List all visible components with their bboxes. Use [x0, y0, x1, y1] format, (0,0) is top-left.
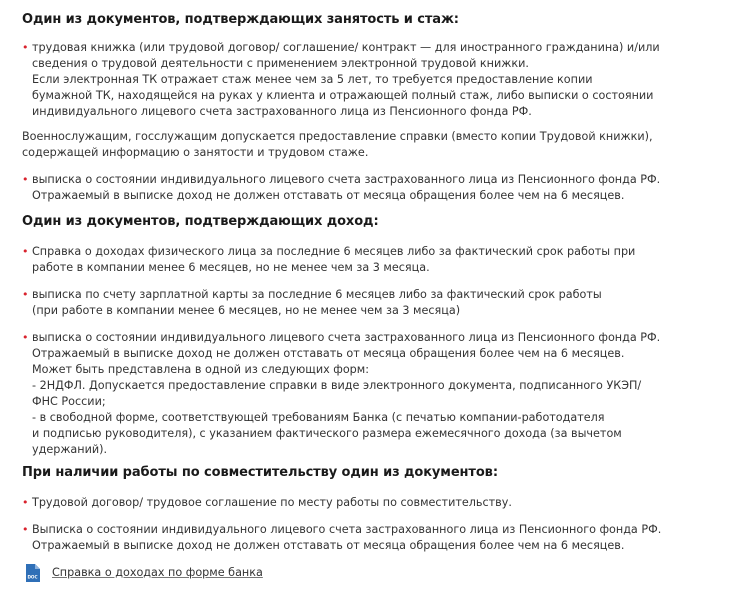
list-item [22, 330, 702, 458]
list-item-text: выписка о состоянии индивидуального лицевого счета застрахованного лица из Пенсионного фонда РФ. Отражаемый в выписке доход не должен отставать от месяца обращения более чем на 6 месяцев. [32, 173, 661, 202]
list-item [22, 40, 702, 120]
list-item [22, 287, 702, 319]
list-item-text: выписка о состоянии индивидуального лицевого счета застрахованного лица из Пенсионного фонда РФ. Отражаемый в выписке доход не должен отставать от месяца обращения более чем на 6 месяцев. Может быть представлена в одной из следующих форм: - 2НДФЛ. Допускается предоставление справки в виде электронного документа, подписанного УКЭП/ ФНС России; - в свободной форме, соответствующей требованиям Банка (с печатью компании-работодателя и подписью руководителя), с указанием фактического размера ежемесячного дохода (за вычетом удержаний). [32, 331, 661, 456]
bullet-icon: • [22, 496, 29, 509]
bullet-icon: • [22, 331, 29, 344]
list-item [22, 495, 702, 511]
section-employment-heading: Один из документов, подтверждающих занятость и стаж: [22, 12, 459, 27]
section-secondary-job-heading: При наличии работы по совместительству один из документов: [22, 465, 498, 480]
list-item-text: трудовая книжка (или трудовой договор/ соглашение/ контракт — для иностранного гражданина) и/или сведения о трудовой деятельности с применением электронной трудовой книжки. Если электронная ТК отражает стаж менее чем за 5 лет, то требуется предоставление копии бумажной ТК, находящейся на руках у клиента и отражающей полный стаж, либо выписки о состоянии индивидуального лицевого счета застрахованного лица из Пенсионного фонда РФ. [32, 41, 660, 118]
list-item-text: Справка о доходах физического лица за последние 6 месяцев либо за фактический срок работы при работе в компании менее 6 месяцев, но не менее чем за 3 месяца. [32, 245, 636, 274]
list-item-text: Выписка о состоянии индивидуального лицевого счета застрахованного лица из Пенсионного фонда РФ. Отражаемый в выписке доход не должен отставать от месяца обращения более чем на 6 месяцев. [32, 523, 662, 552]
list-item [22, 244, 702, 276]
list-item [22, 172, 702, 204]
download-row [25, 564, 263, 582]
bullet-icon: • [22, 523, 29, 536]
section-income-heading: Один из документов, подтверждающих доход: [22, 214, 379, 229]
list-item [22, 522, 702, 554]
list-item-text: Трудовой договор/ трудовое соглашение по месту работы по совместительству. [32, 496, 512, 509]
doc-icon-label: DOC [27, 574, 38, 580]
bullet-icon: • [22, 173, 29, 186]
doc-file-icon[interactable] [25, 564, 40, 582]
bullet-icon: • [22, 245, 29, 258]
bullet-icon: • [22, 288, 29, 301]
employment-note: Военнослужащим, госслужащим допускается предоставление справки (вместо копии Трудовой книжки), содержащей информацию о занятости и трудовом стаже. [22, 130, 653, 159]
income-certificate-link[interactable]: Справка о доходах по форме банка [52, 566, 263, 579]
bullet-icon: • [22, 41, 29, 54]
list-item-text: выписка по счету зарплатной карты за последние 6 месяцев либо за фактический срок работы (при работе в компании менее 6 месяцев, но не менее чем за 3 месяца) [32, 288, 602, 317]
